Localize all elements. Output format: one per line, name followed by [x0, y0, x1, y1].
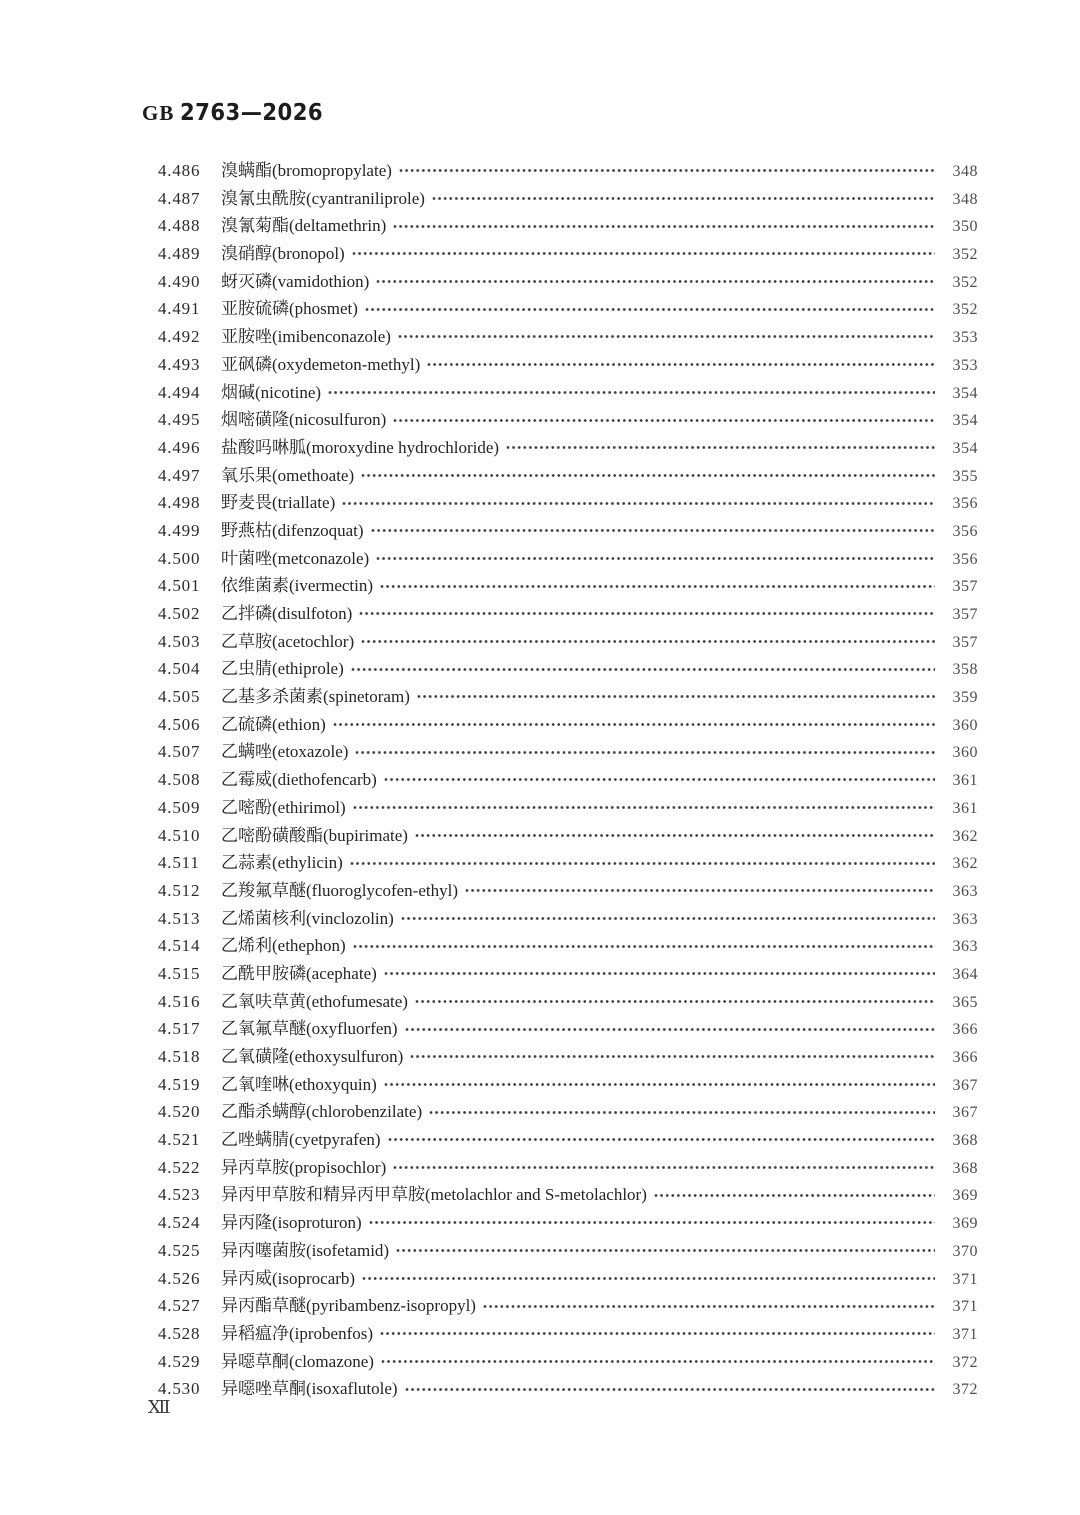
entry-page: 366: [952, 1049, 978, 1066]
entry-page: 352: [952, 301, 978, 319]
dotted-leader: [427, 361, 935, 368]
toc-entry: [158, 462, 978, 490]
toc-entry: [158, 822, 978, 850]
entry-title: 乙烯菌核利(vinclozolin): [221, 908, 394, 928]
entry-number: 4.528: [158, 1323, 201, 1343]
entry-page: 354: [952, 384, 978, 402]
dotted-leader: [393, 1164, 935, 1171]
dotted-leader: [380, 1330, 935, 1337]
entry-page: 365: [952, 993, 978, 1011]
dotted-leader: [393, 223, 935, 230]
dotted-leader: [352, 250, 935, 257]
toc-entry: [158, 960, 978, 988]
toc-entry: [158, 268, 978, 296]
entry-title: 乙唑螨腈(cyetpyrafen): [221, 1130, 381, 1150]
toc-entry: [158, 1015, 978, 1043]
toc-entry: [158, 738, 978, 766]
dotted-leader: [399, 167, 935, 174]
dotted-leader: [353, 943, 935, 950]
toc-entry: [158, 1098, 978, 1126]
entry-page: 357: [952, 633, 978, 651]
entry-title: 乙烯利(ethephon): [221, 936, 346, 956]
entry-page: 360: [952, 744, 978, 762]
toc-entry: [158, 1265, 978, 1293]
entry-number: 4.508: [158, 770, 201, 790]
entry-number: 4.488: [158, 216, 201, 236]
toc-entry: [158, 1126, 978, 1154]
entry-number: 4.520: [158, 1102, 201, 1122]
entry-title: 乙羧氟草醚(fluoroglycofen-ethyl): [221, 880, 458, 900]
entry-page: 363: [952, 910, 978, 928]
entry-page: 367: [952, 1076, 978, 1094]
dotted-leader: [328, 389, 935, 396]
dotted-leader: [381, 1358, 935, 1365]
entry-number: 4.525: [158, 1240, 201, 1260]
dotted-leader: [355, 749, 935, 756]
toc-entry: [158, 877, 978, 905]
toc-entry: [158, 1209, 978, 1237]
toc-entry: [158, 628, 978, 656]
standard-code-header: [142, 100, 336, 126]
entry-title: 乙氧磺隆(ethoxysulfuron): [221, 1047, 404, 1066]
entry-title: 异丙酯草醚(pyribambenz-isopropyl): [221, 1296, 476, 1316]
entry-number: 4.503: [158, 631, 201, 651]
entry-number: 4.499: [158, 520, 201, 540]
entry-title: 异丙隆(isoproturon): [221, 1213, 362, 1233]
entry-page: 356: [952, 522, 978, 540]
entry-page: 372: [952, 1381, 978, 1399]
page-number-roman: Ⅻ: [148, 1397, 171, 1417]
entry-number: 4.526: [158, 1268, 201, 1288]
toc-entry: [158, 766, 978, 794]
entry-page: 352: [952, 273, 978, 291]
entry-number: 4.496: [158, 437, 201, 457]
dotted-leader: [376, 278, 935, 285]
entry-title: 异丙威(isoprocarb): [221, 1268, 356, 1288]
entry-title: 乙嘧酚(ethirimol): [221, 797, 346, 817]
entry-number: 4.493: [158, 354, 201, 374]
entry-title: 乙基多杀菌素(spinetoram): [221, 687, 410, 707]
entry-title: 叶菌唑(metconazole): [221, 548, 370, 568]
entry-title: 氧乐果(omethoate): [221, 465, 355, 485]
entry-title: 烟嘧磺隆(nicosulfuron): [221, 410, 387, 430]
entry-page: 348: [952, 190, 978, 208]
entry-page: 352: [952, 246, 978, 264]
entry-page: 366: [952, 1021, 978, 1039]
entry-title: 异稻瘟净(iprobenfos): [221, 1323, 374, 1343]
dotted-leader: [465, 887, 935, 894]
dotted-leader: [376, 555, 935, 562]
dotted-leader: [417, 693, 935, 700]
entry-number: 4.502: [158, 604, 201, 623]
standard-code-prefix: GB: [142, 101, 175, 125]
entry-title: 异丙甲草胺和精异丙甲草胺(metolachlor and S-metolachlor): [221, 1185, 647, 1205]
dotted-leader: [384, 1081, 935, 1088]
entry-page: 357: [952, 606, 978, 623]
dotted-leader: [415, 832, 935, 839]
entry-title: 野麦畏(triallate): [221, 493, 336, 513]
dotted-leader: [388, 1136, 935, 1143]
dotted-leader: [405, 1386, 935, 1393]
dotted-leader: [396, 1247, 935, 1254]
standard-code-number: 2763—2026: [180, 100, 324, 126]
entry-number: 4.490: [158, 271, 201, 291]
entry-title: 溴螨酯(bromopropylate): [221, 161, 392, 180]
entry-page: 359: [952, 689, 978, 707]
entry-number: 4.519: [158, 1074, 201, 1094]
entry-page: 361: [952, 772, 978, 790]
dotted-leader: [384, 776, 935, 783]
toc-entry: [158, 517, 978, 545]
toc-entry: [158, 711, 978, 739]
dotted-leader: [654, 1192, 935, 1199]
entry-title: 乙氧呋草黄(ethofumesate): [221, 991, 408, 1011]
entry-title: 乙霉威(diethofencarb): [221, 770, 377, 790]
entry-page: 370: [952, 1242, 978, 1260]
entry-page: 356: [952, 495, 978, 513]
entry-page: 362: [952, 827, 978, 845]
entry-page: 354: [952, 439, 978, 457]
toc-entry: [158, 489, 978, 517]
toc-entry: [158, 545, 978, 573]
toc-entry: [158, 1348, 978, 1376]
entry-number: 4.497: [158, 465, 201, 485]
entry-number: 4.510: [158, 825, 201, 845]
entry-title: 乙酰甲胺磷(acephate): [221, 963, 377, 983]
entry-title: 乙硫磷(ethion): [221, 714, 326, 734]
entry-number: 4.501: [158, 576, 201, 596]
entry-title: 乙拌磷(disulfoton): [221, 604, 353, 623]
entry-page: 350: [952, 218, 978, 236]
entry-number: 4.491: [158, 299, 201, 319]
entry-page: 362: [952, 855, 978, 873]
toc-entry: [158, 323, 978, 351]
dotted-leader: [333, 721, 935, 728]
dotted-leader: [401, 915, 935, 922]
entry-page: 355: [952, 467, 978, 485]
entry-page: 369: [952, 1215, 978, 1233]
entry-title: 乙嘧酚磺酸酯(bupirimate): [221, 825, 408, 845]
dotted-leader: [365, 306, 935, 313]
entry-title: 盐酸吗啉胍(moroxydine hydrochloride): [221, 437, 500, 457]
dotted-leader: [415, 998, 935, 1005]
toc-entry: [158, 1154, 978, 1182]
entry-title: 乙草胺(acetochlor): [221, 631, 355, 651]
toc-entry: [158, 1292, 978, 1320]
toc-entry: [158, 295, 978, 323]
toc-entry: [158, 988, 978, 1016]
entry-title: 烟碱(nicotine): [221, 382, 322, 402]
dotted-leader: [483, 1303, 935, 1310]
toc-entry: [158, 683, 978, 711]
dotted-leader: [369, 1219, 935, 1226]
entry-number: 4.513: [158, 908, 201, 928]
dotted-leader: [353, 804, 935, 811]
dotted-leader: [384, 970, 935, 977]
dotted-leader: [361, 472, 935, 479]
entry-number: 4.507: [158, 742, 201, 762]
entry-title: 溴硝醇(bronopol): [221, 244, 345, 264]
entry-number: 4.487: [158, 188, 201, 208]
entry-number: 4.486: [158, 161, 201, 180]
dotted-leader: [342, 500, 935, 507]
toc-entry: [158, 185, 978, 213]
entry-page: 360: [952, 716, 978, 734]
toc-entry: [158, 572, 978, 600]
toc-entry: [158, 932, 978, 960]
entry-page: 369: [952, 1187, 978, 1205]
entry-title: 亚胺唑(imibenconazole): [221, 327, 391, 347]
entry-page: 367: [952, 1104, 978, 1122]
entry-page: 371: [952, 1325, 978, 1343]
dotted-leader: [393, 417, 935, 424]
entry-number: 4.495: [158, 410, 201, 430]
dotted-leader: [351, 666, 935, 673]
dotted-leader: [359, 610, 935, 617]
entry-title: 乙氧喹啉(ethoxyquin): [221, 1074, 377, 1094]
toc-entry: [158, 1237, 978, 1265]
entry-number: 4.511: [158, 853, 200, 873]
entry-page: 364: [952, 965, 978, 983]
entry-page: 363: [952, 938, 978, 956]
toc-entry: [158, 212, 978, 240]
entry-number: 4.518: [158, 1047, 201, 1066]
entry-number: 4.517: [158, 1019, 201, 1039]
toc-entry: [158, 794, 978, 822]
entry-number: 4.506: [158, 714, 201, 734]
entry-page: 363: [952, 882, 978, 900]
entry-page: 354: [952, 412, 978, 430]
entry-title: 亚胺硫磷(phosmet): [221, 299, 358, 319]
dotted-leader: [410, 1053, 935, 1060]
entry-number: 4.494: [158, 382, 201, 402]
entry-title: 乙酯杀螨醇(chlorobenzilate): [221, 1102, 423, 1122]
entry-title: 异丙噻菌胺(isofetamid): [221, 1240, 390, 1260]
toc-entry: [158, 351, 978, 379]
entry-page: 357: [952, 578, 978, 596]
entry-title: 蚜灭磷(vamidothion): [221, 271, 370, 291]
entry-number: 4.523: [158, 1185, 201, 1205]
entry-number: 4.530: [158, 1379, 201, 1399]
entry-page: 356: [952, 550, 978, 568]
toc-entry: [158, 1071, 978, 1099]
entry-title: 异丙草胺(propisochlor): [221, 1157, 387, 1177]
dotted-leader: [506, 444, 935, 451]
dotted-leader: [361, 638, 935, 645]
entry-title: 异噁唑草酮(isoxaflutole): [221, 1379, 398, 1399]
entry-number: 4.529: [158, 1351, 201, 1371]
toc-entry: [158, 849, 978, 877]
dotted-leader: [429, 1109, 935, 1116]
entry-page: 358: [952, 661, 978, 679]
entry-number: 4.524: [158, 1213, 201, 1233]
toc-list: [158, 157, 978, 1403]
entry-number: 4.527: [158, 1296, 201, 1316]
toc-entry: [158, 905, 978, 933]
entry-title: 乙氧氟草醚(oxyfluorfen): [221, 1019, 398, 1039]
entry-number: 4.515: [158, 963, 201, 983]
entry-title: 溴氰菊酯(deltamethrin): [221, 216, 387, 236]
entry-title: 乙螨唑(etoxazole): [221, 742, 349, 762]
entry-page: 353: [952, 356, 978, 374]
entry-page: 361: [952, 799, 978, 817]
entry-number: 4.492: [158, 327, 201, 347]
toc-entry: [158, 1375, 978, 1403]
dotted-leader: [362, 1275, 935, 1282]
dotted-leader: [371, 527, 935, 534]
entry-title: 乙虫腈(ethiprole): [221, 659, 344, 679]
entry-number: 4.504: [158, 659, 201, 679]
dotted-leader: [432, 195, 935, 202]
toc-entry: [158, 655, 978, 683]
entry-page: 368: [952, 1159, 978, 1177]
entry-number: 4.489: [158, 244, 201, 264]
toc-entry: [158, 1320, 978, 1348]
entry-number: 4.500: [158, 548, 201, 568]
entry-page: 372: [952, 1353, 978, 1371]
entry-number: 4.509: [158, 797, 201, 817]
dotted-leader: [350, 860, 935, 867]
entry-number: 4.505: [158, 687, 201, 707]
entry-title: 亚砜磷(oxydemeton-methyl): [221, 354, 421, 374]
entry-page: 368: [952, 1132, 978, 1150]
entry-page: 371: [952, 1298, 978, 1316]
entry-title: 乙蒜素(ethylicin): [221, 853, 343, 873]
dotted-leader: [380, 583, 935, 590]
entry-number: 4.498: [158, 493, 201, 513]
entry-number: 4.514: [158, 936, 201, 956]
dotted-leader: [405, 1026, 935, 1033]
toc-entry: [158, 240, 978, 268]
dotted-leader: [398, 333, 935, 340]
entry-page: 371: [952, 1270, 978, 1288]
toc-entry: [158, 600, 978, 628]
entry-title: 依维菌素(ivermectin): [221, 576, 374, 596]
toc-entry: [158, 1181, 978, 1209]
entry-number: 4.522: [158, 1157, 201, 1177]
entry-number: 4.516: [158, 991, 201, 1011]
entry-page: 353: [952, 329, 978, 347]
entry-page: 348: [952, 163, 978, 180]
toc-entry: [158, 406, 978, 434]
entry-title: 异噁草酮(clomazone): [221, 1351, 374, 1371]
toc-entry: [158, 1043, 978, 1071]
toc-entry: [158, 157, 978, 185]
entry-number: 4.512: [158, 880, 201, 900]
toc-entry: [158, 434, 978, 462]
entry-title: 野燕枯(difenzoquat): [221, 520, 364, 540]
toc-entry: [158, 379, 978, 407]
entry-title: 溴氰虫酰胺(cyantraniliprole): [221, 188, 425, 208]
entry-number: 4.521: [158, 1130, 201, 1150]
